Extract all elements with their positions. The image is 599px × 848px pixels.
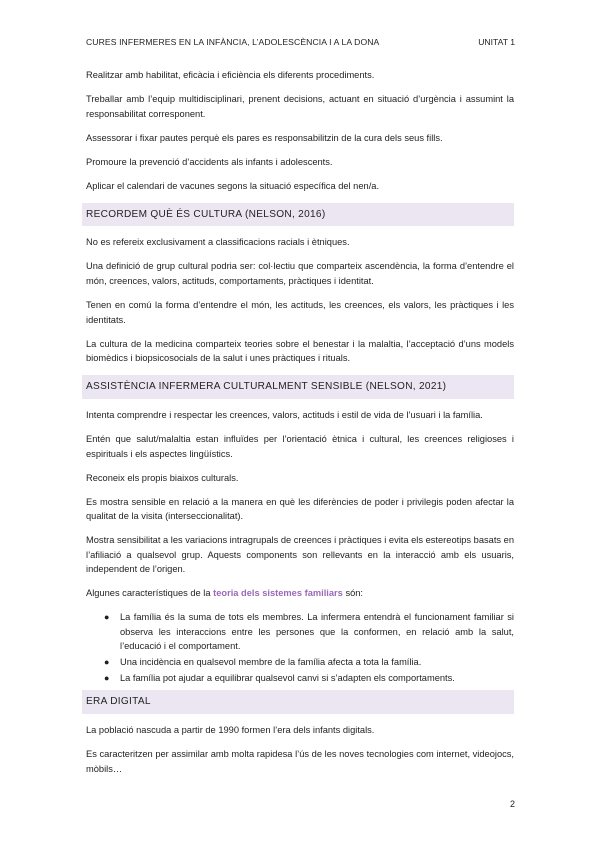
running-header-unit: UNITAT 1: [478, 37, 515, 47]
paragraph: Es mostra sensible en relació a la manera en què les diferències de poder i privilegis poden afectar la qualitat de la visita (interseccionalitat).: [86, 496, 514, 522]
paragraph: Reconeix els propis biaixos culturals.: [86, 472, 239, 483]
bullet-list: [86, 610, 514, 686]
list-item-text: La família pot ajudar a equilibrar qualsevol canvi si s’adapten els comportaments.: [120, 673, 455, 684]
list-item: [104, 655, 514, 670]
paragraph: Assessorar i fixar pautes perquè els pares es responsabilitzin de la cura dels seus fills.: [86, 132, 443, 143]
lead-text: són:: [342, 588, 364, 599]
bullet-icon: ●: [104, 657, 110, 668]
paragraph: Entén que salut/malaltia estan influïdes per l’orientació ètnica i cultural, les creences religioses i espirituals i els aspectes lingüístics.: [86, 434, 514, 459]
section-heading-culture: RECORDEM QUÈ ÉS CULTURA (NELSON, 2016): [82, 203, 514, 227]
page-number: 2: [509, 799, 515, 809]
paragraph: Tenen en comú la forma d’entendre el món, les actituds, les creences, els valors, les pràctiques i les identitats.: [86, 299, 514, 325]
paragraph: Una definició de grup cultural podria ser: col·lectiu que comparteix ascendència, la forma d’entendre el món, creences, valors, actituds, comportaments, pràctiques i identitat.: [86, 261, 514, 286]
running-header-title: CURES INFERMERES EN LA INFÀNCIA, L’ADOLESCÈNCIA I A LA DONA: [86, 37, 380, 47]
section-heading-digital-era: ERA DIGITAL: [82, 690, 514, 714]
list-item-text: Una incidència en qualsevol membre de la família afecta a tota la família.: [120, 657, 422, 668]
list-item: [104, 610, 514, 654]
paragraph: Aplicar el calendari de vacunes segons la situació específica del nen/a.: [86, 180, 380, 191]
paragraph: Es caracteritzen per assimilar amb molta rapidesa l’ús de les noves tecnologies com internet, videojocs, mòbils…: [86, 748, 514, 774]
paragraph: La cultura de la medicina comparteix teories sobre el benestar i la malaltia, l’acceptació d’uns models biomèdics i biopsicosocials de la salut i unes pràctiques i rituals.: [86, 338, 514, 364]
bullet-icon: ●: [104, 612, 110, 623]
paragraph: Mostra sensibilitat a les variacions intragrupals de creences i pràctiques i evita els estereotips basats en l’afiliació a qualsevol grup. Aquests components son rellevants en la interacció amb els usuaris, independent de l’origen.: [86, 535, 514, 575]
section-heading-cultural-care: ASSISTÈNCIA INFERMERA CULTURALMENT SENSIBLE (NELSON, 2021): [82, 375, 514, 399]
list-item: [104, 671, 514, 686]
lead-text: Algunes característiques de la: [86, 588, 214, 599]
paragraph: Intenta comprendre i respectar les creences, valors, actituds i estil de vida de l’usuari i la família.: [86, 410, 483, 421]
paragraph: Promoure la prevenció d’accidents als infants i adolescents.: [86, 156, 333, 167]
paragraph: La població nascuda a partir de 1990 formen l’era dels infants digitals.: [86, 724, 375, 735]
list-item-text: La família és la suma de tots els membres. La infermera entendrà el funcionament familiar si observa les interaccions entre les persones que la conformen, en relació amb la salut, l’educació i el comportament.: [120, 612, 514, 652]
bullet-icon: ●: [104, 673, 110, 684]
paragraph: No es refereix exclusivament a classificacions racials i ètniques.: [86, 237, 350, 248]
page-body: [86, 68, 514, 786]
paragraph: Realitzar amb habilitat, eficàcia i eficiència els diferents procediments.: [86, 70, 375, 80]
highlighted-term: teoria dels sistemes familiars: [213, 588, 343, 599]
paragraph: Treballar amb l’equip multidisciplinari, prenent decisions, actuant en situació d’urgència i assumint la responsabilitat corresponent.: [86, 93, 514, 119]
list-lead-paragraph: [86, 586, 514, 601]
